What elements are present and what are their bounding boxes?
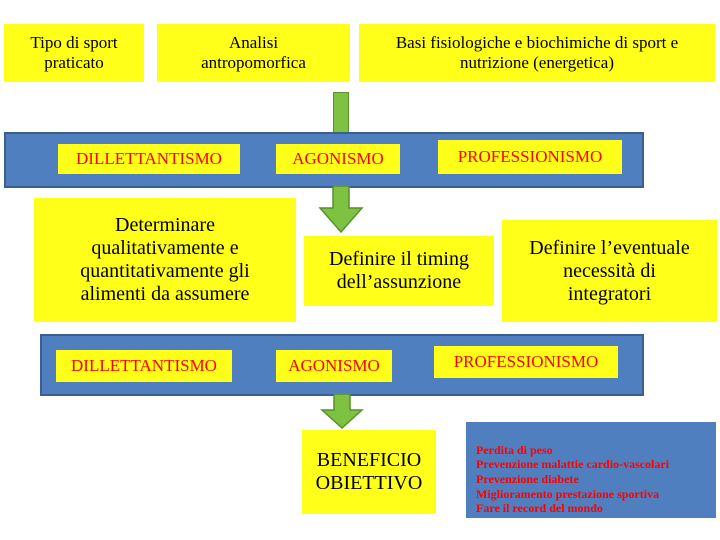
obiettivi-list-text: Perdita di peso Prevenzione malattie cardio-vascolari Prevenzione diabete Miglioramento prestazione sportiva Fare il record del mondo <box>476 442 670 516</box>
beneficio-text: BENEFICIO OBIETTIVO <box>315 449 423 494</box>
band1-agonismo <box>276 144 400 174</box>
arrow-down-2-icon <box>318 186 364 234</box>
integratori-box <box>502 220 717 322</box>
arrow-down-3-icon <box>320 394 364 430</box>
band2-professionismo <box>434 346 618 378</box>
band2-dilettantismo-label: DILLETTANTISMO <box>71 356 217 375</box>
band1-dilettantismo <box>58 144 240 174</box>
arrow-down-1-shaft <box>333 92 349 136</box>
band1-professionismo <box>438 140 622 174</box>
tipo-sport-box <box>4 24 144 82</box>
timing-text: Definire il timing dell’assunzione <box>329 248 469 293</box>
band1-professionismo-label: PROFESSIONISMO <box>457 147 603 166</box>
analisi-text: Analisi antropomorfica <box>201 33 306 72</box>
band1-dilettantismo-label: DILLETTANTISMO <box>76 149 222 168</box>
beneficio-box <box>302 430 436 514</box>
band1-agonismo-label: AGONISMO <box>292 149 384 168</box>
tipo-sport-text: Tipo di sport praticato <box>30 33 118 72</box>
determinare-box <box>34 198 296 322</box>
basi-box <box>359 24 715 82</box>
band2-professionismo-label: PROFESSIONISMO <box>453 352 599 371</box>
integratori-text: Definire l’eventuale necessità di integratori <box>529 236 690 305</box>
band2-dilettantismo <box>56 350 232 382</box>
determinare-text: Determinare qualitativamente e quantitativamente gli alimenti da assumere <box>80 214 250 305</box>
band2-agonismo <box>276 350 392 382</box>
analisi-box <box>157 24 350 82</box>
band2-agonismo-label: AGONISMO <box>288 356 380 375</box>
timing-box <box>304 236 494 306</box>
basi-text: Basi fisiologiche e biochimiche di sport e nutrizione (energetica) <box>395 33 679 72</box>
obiettivi-list-box <box>466 422 716 518</box>
